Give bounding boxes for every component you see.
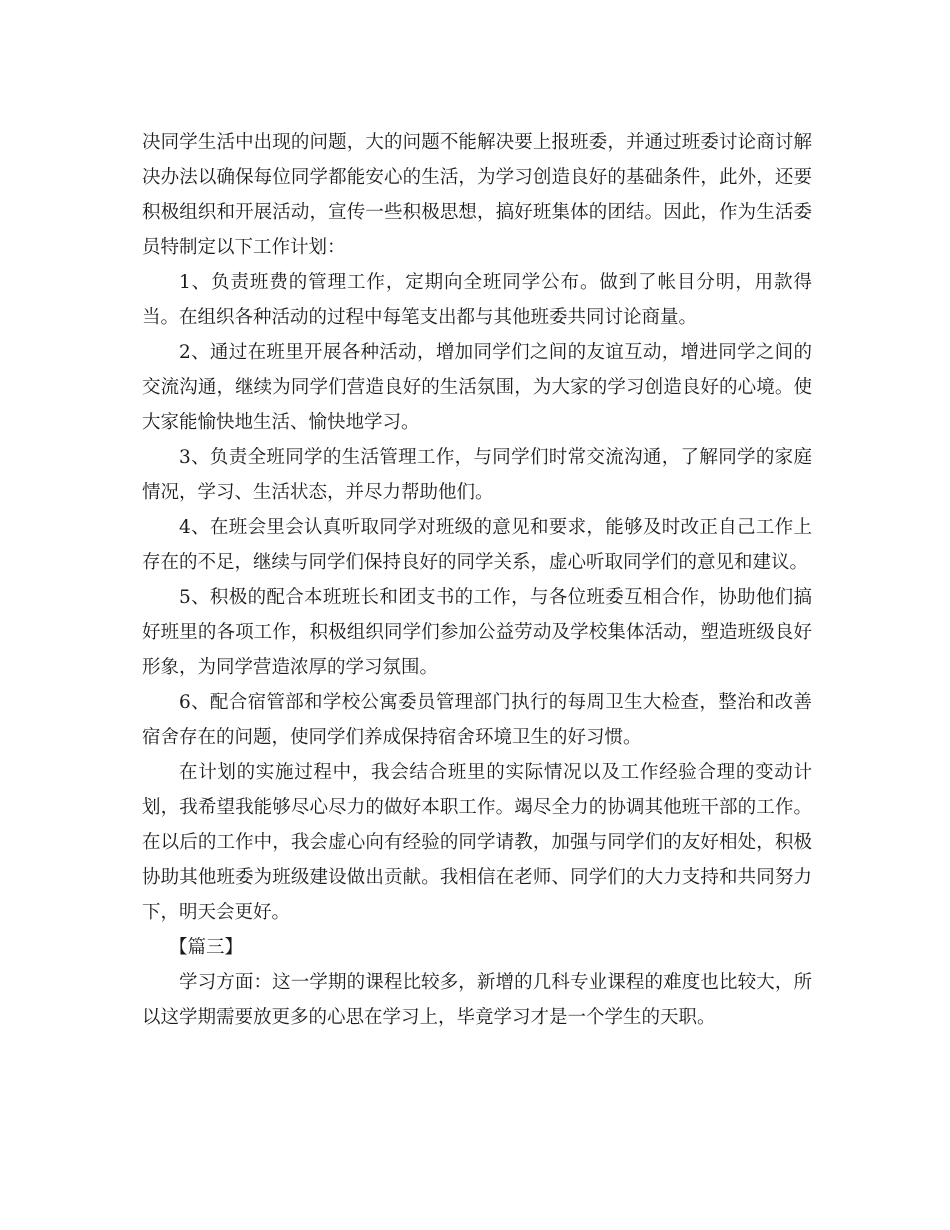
paragraph-item-6: 6、配合宿管部和学校公寓委员管理部门执行的每周卫生大检查，整治和改善宿舍存在的问题，使同学们养成保持宿舍环境卫生的好习惯。	[142, 692, 812, 748]
paragraph-study: 学习方面：这一学期的课程比较多，新增的几科专业课程的难度也比较大，所以这学期需要放更多的心思在学习上，毕竟学习才是一个学生的天职。	[142, 972, 812, 1028]
paragraph-item-5: 5、积极的配合本班班长和团支书的工作，与各位班委互相合作，协助他们搞好班里的各项工作，积极组织同学们参加公益劳动及学校集体活动，塑造班级良好形象，为同学营造浓厚的学习氛围。	[142, 587, 812, 678]
document-body	[142, 125, 812, 1035]
paragraph-item-3: 3、负责全班同学的生活管理工作，与同学们时常交流沟通，了解同学的家庭情况，学习、生活状态，并尽力帮助他们。	[142, 447, 812, 503]
paragraph-item-1: 1、负责班费的管理工作，定期向全班同学公布。做到了帐目分明，用款得当。在组织各种活动的过程中每笔支出都与其他班委共同讨论商量。	[142, 272, 812, 328]
paragraph-item-2: 2、通过在班里开展各种活动，增加同学们之间的友谊互动，增进同学之间的交流沟通，继续为同学们营造良好的生活氛围，为大家的学习创造良好的心境。使大家能愉快地生活、愉快地学习。	[142, 342, 812, 433]
paragraph-intro: 决同学生活中出现的问题，大的问题不能解决要上报班委，并通过班委讨论商讨解决办法以确保每位同学都能安心的生活，为学习创造良好的基础条件，此外，还要积极组织和开展活动，宣传一些积极思想，搞好班集体的团结。因此，作为生活委员特制定以下工作计划：	[142, 132, 812, 258]
section-heading: 【篇三】	[169, 937, 244, 958]
paragraph-conclusion: 在计划的实施过程中，我会结合班里的实际情况以及工作经验合理的变动计划，我希望我能够尽心尽力的做好本职工作。竭尽全力的协调其他班干部的工作。在以后的工作中，我会虚心向有经验的同学请教，加强与同学们的友好相处，积极协助其他班委为班级建设做出贡献。我相信在老师、同学们的大力支持和共同努力下，明天会更好。	[142, 762, 812, 923]
paragraph-item-4: 4、在班会里会认真听取同学对班级的意见和要求，能够及时改正自己工作上存在的不足，继续与同学们保持良好的同学关系，虚心听取同学们的意见和建议。	[142, 517, 812, 573]
